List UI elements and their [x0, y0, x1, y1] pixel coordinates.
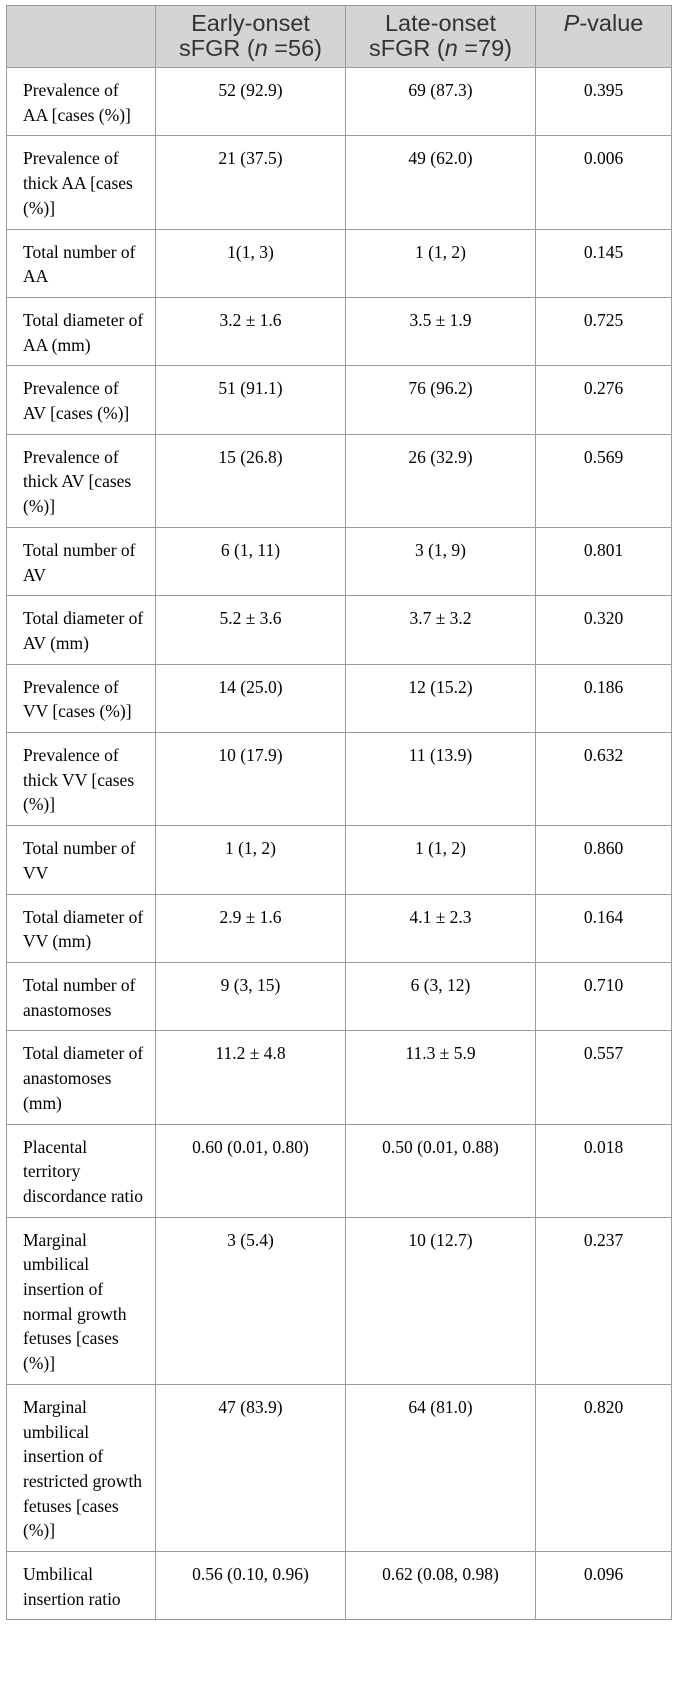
early-onset-value: 52 (92.9) [156, 68, 346, 136]
p-value: 0.860 [536, 826, 672, 894]
row-label: Total diameter of AA (mm) [7, 297, 156, 365]
late-onset-value: 10 (12.7) [346, 1217, 536, 1384]
table-row [7, 1217, 672, 1384]
early-onset-value: 3.2 ± 1.6 [156, 297, 346, 365]
table-row [7, 1552, 672, 1620]
late-onset-value: 64 (81.0) [346, 1384, 536, 1551]
row-label: Total diameter of VV (mm) [7, 894, 156, 962]
early-onset-value: 51 (91.1) [156, 366, 346, 434]
row-label: Total diameter of AV (mm) [7, 596, 156, 664]
early-onset-value: 0.56 (0.10, 0.96) [156, 1552, 346, 1620]
table-row [7, 527, 672, 595]
early-onset-value: 0.60 (0.01, 0.80) [156, 1124, 346, 1217]
row-label: Marginal umbilical insertion of normal growth fetuses [cases (%)] [7, 1217, 156, 1384]
header-late-onset-line2 [352, 36, 529, 61]
table-row [7, 894, 672, 962]
header-early-onset-line1: Early-onset [191, 10, 310, 36]
header-early-count: =56) [267, 35, 322, 61]
header-early-sfgr-text: sFGR ( [178, 35, 255, 61]
late-onset-value: 0.62 (0.08, 0.98) [346, 1552, 536, 1620]
row-label: Prevalence of thick AV [cases (%)] [7, 434, 156, 527]
row-label: Total number of AA [7, 229, 156, 297]
row-label: Prevalence of thick VV [cases (%)] [7, 733, 156, 826]
p-value: 0.145 [536, 229, 672, 297]
header-late-onset-line1: Late-onset [384, 10, 497, 36]
header-early-onset-line2 [162, 36, 339, 61]
p-value: 0.320 [536, 596, 672, 664]
late-onset-value: 49 (62.0) [346, 136, 536, 229]
table-row [7, 1124, 672, 1217]
row-label: Prevalence of thick AA [cases (%)] [7, 136, 156, 229]
header-early-onset [156, 6, 346, 68]
early-onset-value: 9 (3, 15) [156, 962, 346, 1030]
p-value: 0.710 [536, 962, 672, 1030]
late-onset-value: 3.5 ± 1.9 [346, 297, 536, 365]
header-late-n: n [444, 35, 458, 61]
table-row [7, 826, 672, 894]
late-onset-value: 76 (96.2) [346, 366, 536, 434]
table-row [7, 229, 672, 297]
table-row [7, 366, 672, 434]
row-label: Prevalence of AA [cases (%)] [7, 68, 156, 136]
early-onset-value: 2.9 ± 1.6 [156, 894, 346, 962]
table-row [7, 297, 672, 365]
p-value: 0.801 [536, 527, 672, 595]
p-value: 0.569 [536, 434, 672, 527]
early-onset-value: 3 (5.4) [156, 1217, 346, 1384]
header-late-count: =79) [457, 35, 512, 61]
early-onset-value: 5.2 ± 3.6 [156, 596, 346, 664]
p-value: 0.557 [536, 1031, 672, 1124]
p-value: 0.164 [536, 894, 672, 962]
table-body [7, 68, 672, 1620]
early-onset-value: 14 (25.0) [156, 664, 346, 732]
table-row [7, 596, 672, 664]
early-onset-value: 1 (1, 2) [156, 826, 346, 894]
row-label: Total number of anastomoses [7, 962, 156, 1030]
late-onset-value: 11 (13.9) [346, 733, 536, 826]
early-onset-value: 11.2 ± 4.8 [156, 1031, 346, 1124]
table-row [7, 1384, 672, 1551]
row-label: Prevalence of VV [cases (%)] [7, 664, 156, 732]
header-label-column [7, 6, 156, 68]
early-onset-value: 6 (1, 11) [156, 527, 346, 595]
header-row [7, 6, 672, 68]
header-early-n: n [254, 35, 268, 61]
p-value: 0.395 [536, 68, 672, 136]
early-onset-value: 1(1, 3) [156, 229, 346, 297]
row-label: Total diameter of anastomoses (mm) [7, 1031, 156, 1124]
p-value: 0.632 [536, 733, 672, 826]
p-value: 0.096 [536, 1552, 672, 1620]
table-row [7, 434, 672, 527]
p-value: 0.006 [536, 136, 672, 229]
comparison-table [6, 5, 672, 1620]
late-onset-value: 11.3 ± 5.9 [346, 1031, 536, 1124]
table-row [7, 68, 672, 136]
table-row [7, 962, 672, 1030]
late-onset-value: 12 (15.2) [346, 664, 536, 732]
row-label: Prevalence of AV [cases (%)] [7, 366, 156, 434]
p-value: 0.018 [536, 1124, 672, 1217]
header-p-value [536, 6, 672, 68]
late-onset-value: 0.50 (0.01, 0.88) [346, 1124, 536, 1217]
p-value: 0.725 [536, 297, 672, 365]
row-label: Marginal umbilical insertion of restricted growth fetuses [cases (%)] [7, 1384, 156, 1551]
late-onset-value: 3 (1, 9) [346, 527, 536, 595]
table-row [7, 1031, 672, 1124]
early-onset-value: 15 (26.8) [156, 434, 346, 527]
header-p-suffix: -value [579, 10, 644, 36]
early-onset-value: 47 (83.9) [156, 1384, 346, 1551]
late-onset-value: 1 (1, 2) [346, 826, 536, 894]
table-row [7, 664, 672, 732]
early-onset-value: 21 (37.5) [156, 136, 346, 229]
late-onset-value: 3.7 ± 3.2 [346, 596, 536, 664]
table-row [7, 136, 672, 229]
row-label: Total number of VV [7, 826, 156, 894]
header-late-sfgr-text: sFGR ( [368, 35, 445, 61]
late-onset-value: 26 (32.9) [346, 434, 536, 527]
late-onset-value: 6 (3, 12) [346, 962, 536, 1030]
p-value: 0.820 [536, 1384, 672, 1551]
p-value: 0.237 [536, 1217, 672, 1384]
row-label: Umbilical insertion ratio [7, 1552, 156, 1620]
row-label: Total number of AV [7, 527, 156, 595]
late-onset-value: 1 (1, 2) [346, 229, 536, 297]
early-onset-value: 10 (17.9) [156, 733, 346, 826]
late-onset-value: 4.1 ± 2.3 [346, 894, 536, 962]
header-late-onset [346, 6, 536, 68]
row-label: Placental territory discordance ratio [7, 1124, 156, 1217]
p-value: 0.186 [536, 664, 672, 732]
p-value: 0.276 [536, 366, 672, 434]
table-row [7, 733, 672, 826]
header-p-italic: P [563, 10, 580, 36]
late-onset-value: 69 (87.3) [346, 68, 536, 136]
